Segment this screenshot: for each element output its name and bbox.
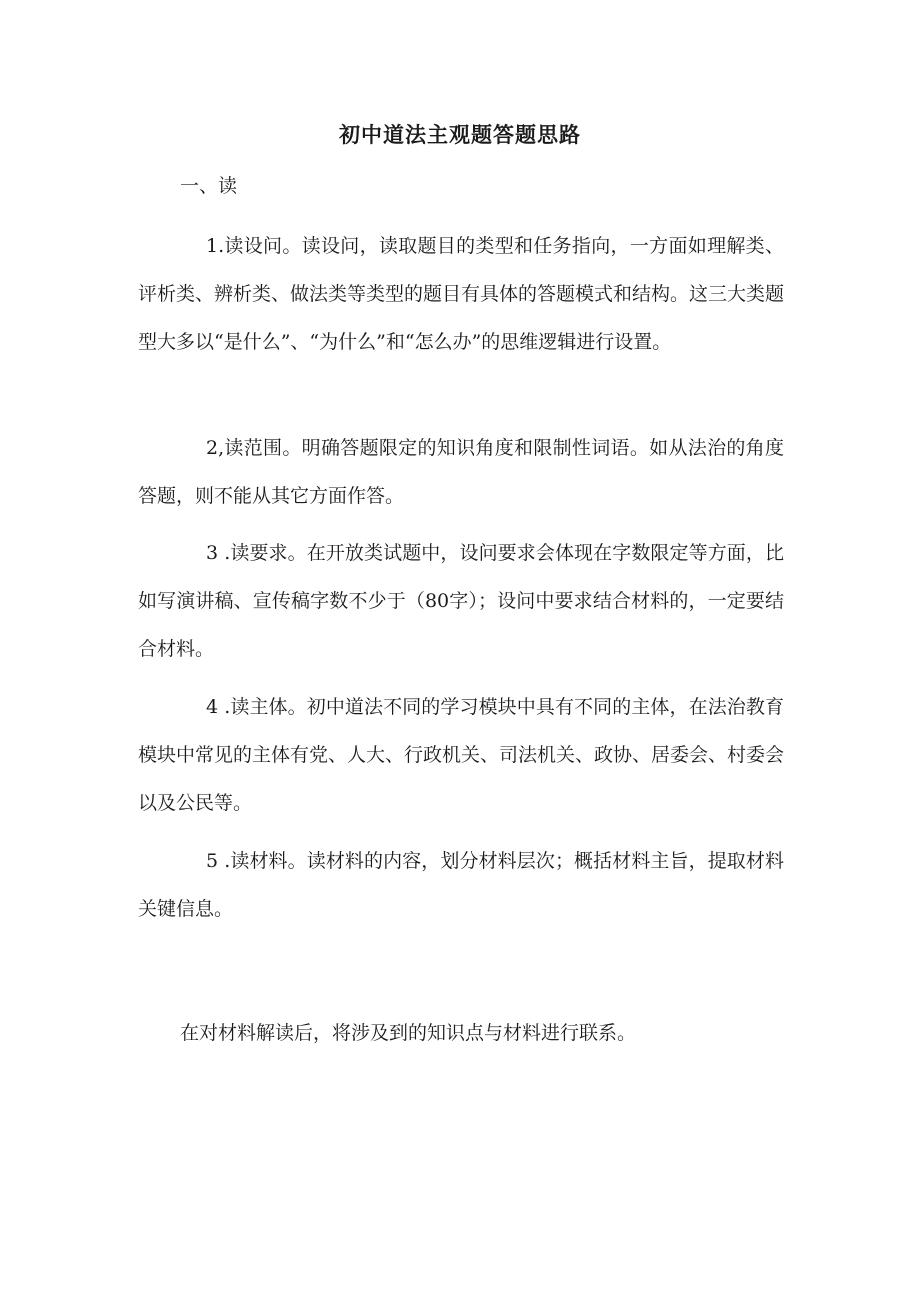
closing-paragraph: 在对材料解读后，将涉及到的知识点与材料进行联系。	[180, 1022, 637, 1044]
paragraph-read-scope: 2,读范围。明确答题限定的知识角度和限制性词语。如从法治的角度答题，则不能从其它方面作答。	[138, 437, 784, 507]
paragraph-read-material: 5 .读材料。读材料的内容，划分材料层次；概括材料主旨，提取材料关键信息。	[138, 850, 784, 920]
paragraph-read-subject: 4 .读主体。初中道法不同的学习模块中具有不同的主体，在法治教育模块中常见的主体有党、人大、行政机关、司法机关、政协、居委会、村委会以及公民等。	[138, 696, 785, 814]
paragraph-read-requirements: 3 .读要求。在开放类试题中，设问要求会体现在字数限定等方面，比如写演讲稿、宣传稿字数不少于（80字）；设问中要求结合材料的，一定要结合材料。	[138, 542, 784, 660]
section-heading: 一、读	[180, 175, 238, 197]
document-title: 初中道法主观题答题思路	[339, 123, 581, 147]
paragraph-read-question: 1.读设问。读设问，读取题目的类型和任务指向，一方面如理解类、评析类、辨析类、做法类等类型的题目有具体的答题模式和结构。这三大类题型大多以“是什么”、“为什么”和“怎么办”的思维逻辑进行设置。	[138, 235, 785, 353]
